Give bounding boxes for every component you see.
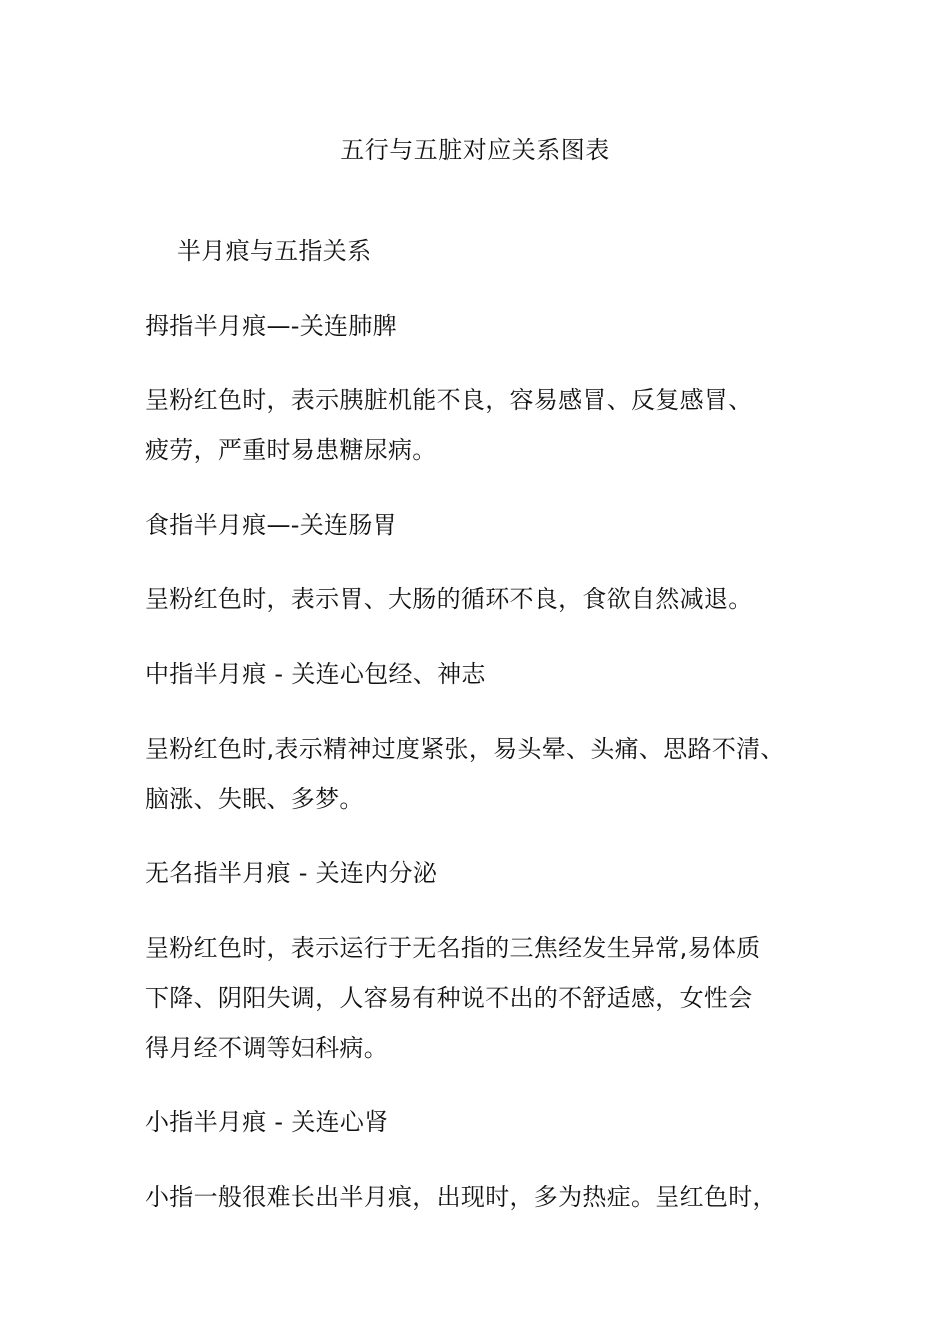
thumb-text-line-1: 呈粉红色时，表示胰脏机能不良，容易感冒、反复感冒、: [145, 386, 753, 414]
little-finger-heading: 小指半月痕 - 关连心肾: [145, 1108, 389, 1136]
index-finger-heading: 食指半月痕—-关连肠胃: [145, 511, 397, 539]
middle-finger-heading: 中指半月痕 - 关连心包经、神志: [145, 660, 486, 688]
middle-finger-text-line-1: 呈粉红色时,表示精神过度紧张，易头晕、头痛、思路不清、: [145, 735, 785, 763]
little-finger-text-line-1: 小指一般很难长出半月痕，出现时，多为热症。呈红色时，: [145, 1183, 777, 1211]
middle-finger-text-line-2: 脑涨、失眠、多梦。: [145, 785, 364, 813]
ring-finger-text-line-3: 得月经不调等妇科病。: [145, 1034, 388, 1062]
section-heading: 半月痕与五指关系: [177, 237, 372, 265]
ring-finger-text-line-2: 下降、阴阳失调，人容易有种说不出的不舒适感，女性会: [145, 984, 753, 1012]
ring-finger-text-line-1: 呈粉红色时，表示运行于无名指的三焦经发生异常,易体质: [145, 934, 761, 962]
index-finger-text-line-1: 呈粉红色时，表示胃、大肠的循环不良，食欲自然减退。: [145, 585, 753, 613]
thumb-heading: 拇指半月痕—-关连肺脾: [145, 312, 397, 340]
document-title: 五行与五脏对应关系图表: [340, 136, 610, 164]
thumb-text-line-2: 疲劳，严重时易患糖尿病。: [145, 436, 437, 464]
ring-finger-heading: 无名指半月痕 - 关连内分泌: [145, 859, 438, 887]
